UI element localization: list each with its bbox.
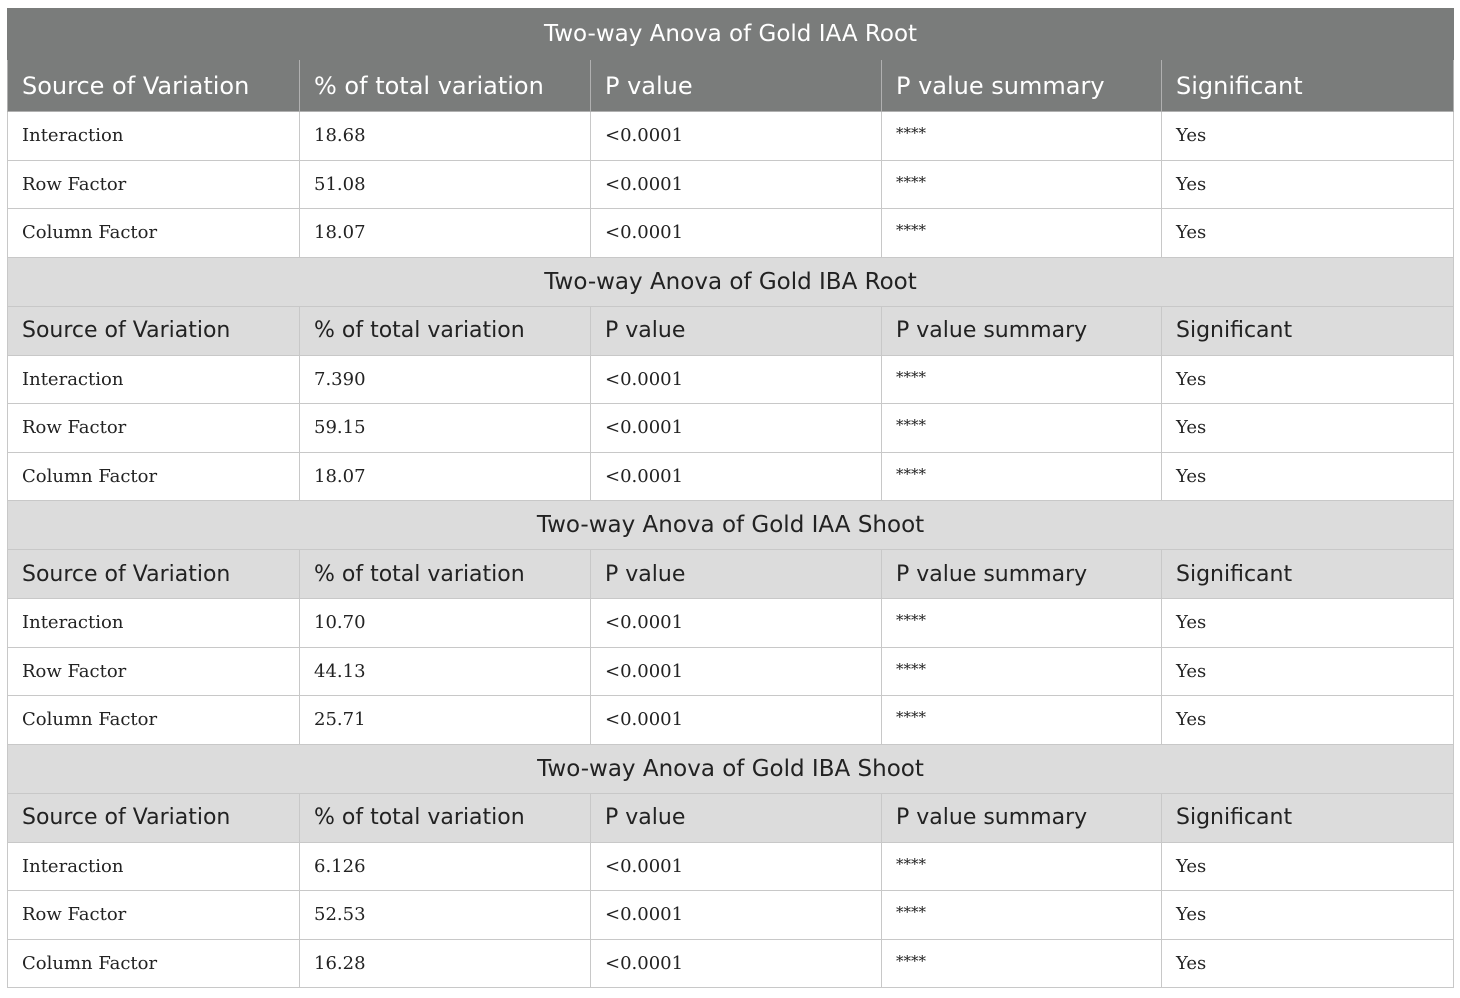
table-row [8,647,1454,696]
anova-table-container [7,8,1453,988]
col-header-significant: Significant [1162,793,1454,842]
percent-cell: 18.68 [300,112,591,161]
col-header-percent: % of total variation [300,793,591,842]
p-summary-cell [882,696,1162,745]
p-summary-cell [882,452,1162,501]
table-row [8,404,1454,453]
p-value-cell: <0.0001 [591,647,882,696]
col-header-percent: % of total variation [300,306,591,355]
table-row [8,452,1454,501]
significance-stars: **** [896,464,926,483]
percent-cell: 52.53 [300,891,591,940]
col-header-p-summary: P value summary [882,793,1162,842]
p-summary-cell [882,842,1162,891]
table-row [8,599,1454,648]
p-summary-cell [882,355,1162,404]
significant-cell: Yes [1162,452,1454,501]
section-title-row [8,744,1454,793]
anova-table-body [8,9,1454,988]
source-cell: Interaction [8,599,300,648]
col-header-significant: Significant [1162,550,1454,599]
percent-cell: 10.70 [300,599,591,648]
percent-cell: 16.28 [300,939,591,988]
col-header-p-summary: P value summary [882,550,1162,599]
p-value-cell: <0.0001 [591,404,882,453]
p-summary-cell [882,599,1162,648]
col-header-p-summary: P value summary [882,60,1162,112]
source-cell: Interaction [8,842,300,891]
significant-cell: Yes [1162,404,1454,453]
significance-stars: **** [896,611,926,630]
column-header-row [8,793,1454,842]
p-summary-cell [882,160,1162,209]
significant-cell: Yes [1162,647,1454,696]
table-row [8,160,1454,209]
p-value-cell: <0.0001 [591,209,882,258]
column-header-row [8,306,1454,355]
p-summary-cell [882,647,1162,696]
p-value-cell: <0.0001 [591,160,882,209]
table-row [8,842,1454,891]
table-row [8,209,1454,258]
col-header-significant: Significant [1162,60,1454,112]
table-row [8,355,1454,404]
significance-stars: **** [896,367,926,386]
p-summary-cell [882,404,1162,453]
significance-stars: **** [896,854,926,873]
significant-cell: Yes [1162,891,1454,940]
p-value-cell: <0.0001 [591,842,882,891]
percent-cell: 44.13 [300,647,591,696]
percent-cell: 59.15 [300,404,591,453]
section-title: Two-way Anova of Gold IBA Shoot [8,744,1454,793]
col-header-p-value: P value [591,306,882,355]
table-row [8,112,1454,161]
significance-stars: **** [896,172,926,191]
col-header-source: Source of Variation [8,793,300,842]
col-header-p-value: P value [591,793,882,842]
p-summary-cell [882,112,1162,161]
significance-stars: **** [896,221,926,240]
percent-cell: 18.07 [300,452,591,501]
significance-stars: **** [896,951,926,970]
source-cell: Column Factor [8,939,300,988]
significant-cell: Yes [1162,696,1454,745]
p-value-cell: <0.0001 [591,939,882,988]
significance-stars: **** [896,124,926,143]
section-title: Two-way Anova of Gold IBA Root [8,257,1454,306]
significant-cell: Yes [1162,599,1454,648]
col-header-p-value: P value [591,60,882,112]
significant-cell: Yes [1162,355,1454,404]
source-cell: Row Factor [8,647,300,696]
p-value-cell: <0.0001 [591,452,882,501]
percent-cell: 7.390 [300,355,591,404]
section-title-row [8,501,1454,550]
column-header-row [8,550,1454,599]
source-cell: Interaction [8,112,300,161]
source-cell: Row Factor [8,891,300,940]
significance-stars: **** [896,708,926,727]
section-title: Two-way Anova of Gold IAA Root [8,9,1454,60]
significant-cell: Yes [1162,842,1454,891]
section-title-row [8,257,1454,306]
section-title-row [8,9,1454,60]
source-cell: Column Factor [8,696,300,745]
table-row [8,891,1454,940]
col-header-significant: Significant [1162,306,1454,355]
source-cell: Interaction [8,355,300,404]
p-value-cell: <0.0001 [591,696,882,745]
significant-cell: Yes [1162,939,1454,988]
col-header-p-value: P value [591,550,882,599]
percent-cell: 51.08 [300,160,591,209]
col-header-percent: % of total variation [300,550,591,599]
table-row [8,939,1454,988]
source-cell: Row Factor [8,404,300,453]
p-value-cell: <0.0001 [591,112,882,161]
significant-cell: Yes [1162,209,1454,258]
p-value-cell: <0.0001 [591,355,882,404]
percent-cell: 25.71 [300,696,591,745]
significance-stars: **** [896,416,926,435]
p-summary-cell [882,891,1162,940]
table-row [8,696,1454,745]
p-value-cell: <0.0001 [591,599,882,648]
percent-cell: 6.126 [300,842,591,891]
col-header-source: Source of Variation [8,306,300,355]
col-header-percent: % of total variation [300,60,591,112]
column-header-row [8,60,1454,112]
significant-cell: Yes [1162,112,1454,161]
significant-cell: Yes [1162,160,1454,209]
col-header-source: Source of Variation [8,550,300,599]
anova-table [7,8,1454,988]
source-cell: Column Factor [8,209,300,258]
significance-stars: **** [896,903,926,922]
p-summary-cell [882,939,1162,988]
source-cell: Column Factor [8,452,300,501]
percent-cell: 18.07 [300,209,591,258]
source-cell: Row Factor [8,160,300,209]
section-title: Two-way Anova of Gold IAA Shoot [8,501,1454,550]
p-value-cell: <0.0001 [591,891,882,940]
col-header-p-summary: P value summary [882,306,1162,355]
col-header-source: Source of Variation [8,60,300,112]
p-summary-cell [882,209,1162,258]
significance-stars: **** [896,659,926,678]
